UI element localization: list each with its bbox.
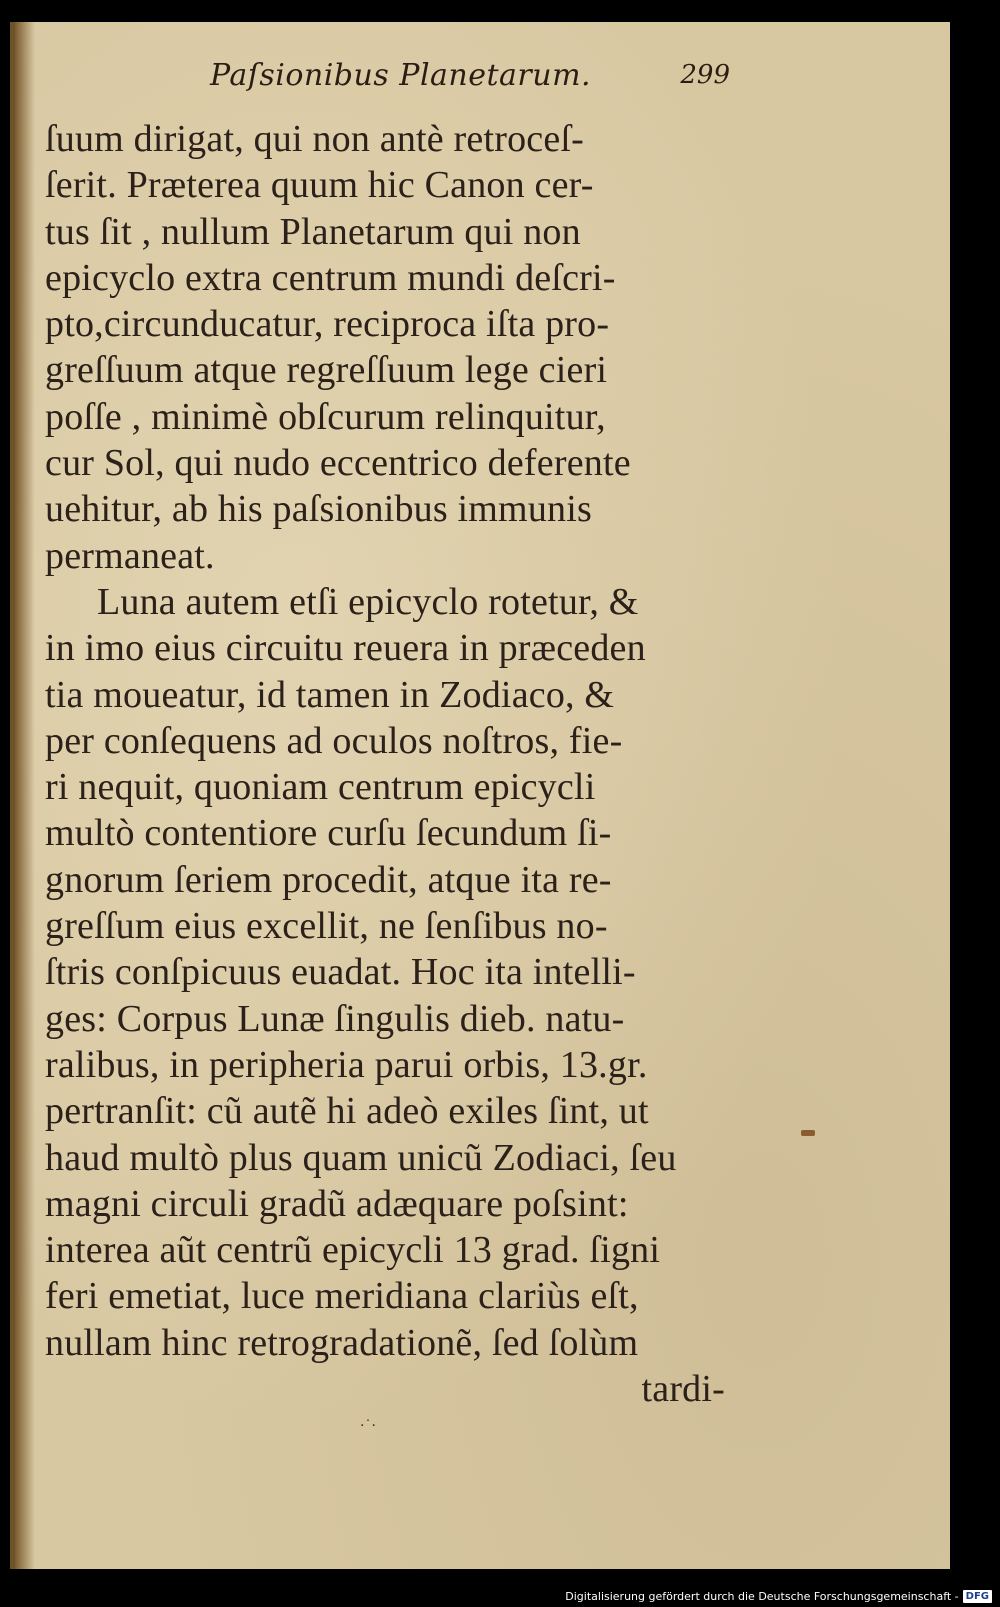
- page-header: [210, 58, 730, 102]
- text-line: nullam hinc retrogradationẽ, ſed ſolùm: [45, 1321, 639, 1364]
- paragraph-start-line: Luna autem etſi epicyclo rotetur, &: [97, 580, 639, 623]
- page-number: 299: [680, 60, 730, 90]
- digitization-footer: [565, 1590, 992, 1603]
- text-line: greſſuum atque regreſſuum lege cieri: [45, 349, 608, 392]
- text-line: pto,circunducatur, reciproca iſta pro-: [45, 303, 610, 346]
- text-line: tia moueatur, id tamen in Zodiaco, &: [45, 673, 615, 716]
- text-line: pertranſit: cũ autẽ hi adeò exiles ſint, ut: [45, 1090, 649, 1133]
- text-line: magni circuli gradũ adæquare poſsint:: [45, 1182, 629, 1225]
- text-line: ges: Corpus Lunæ ſingulis dieb. natu-: [45, 997, 625, 1040]
- text-line: greſſum eius excellit, ne ſenſibus no-: [45, 905, 608, 948]
- text-line: in imo eius circuitu reuera in præceden: [45, 627, 646, 670]
- text-line: cur Sol, qui nudo eccentrico deferente: [45, 442, 631, 485]
- text-line: permaneat.: [45, 534, 215, 577]
- text-block: [45, 116, 725, 1412]
- text-line: poſſe , minimè obſcurum relinquitur,: [45, 395, 606, 438]
- text-line: feri emetiat, luce meridiana clariùs eſt,: [45, 1275, 639, 1318]
- text-line: per conſequens ad oculos noſtros, fie-: [45, 719, 623, 762]
- text-line: interea aũt centrũ epicycli 13 grad. ſigni: [45, 1229, 661, 1272]
- footer-credit: Digitalisierung gefördert durch die Deutsche Forschungsgemeinschaft -: [565, 1590, 959, 1603]
- ink-mark: [801, 1130, 815, 1136]
- running-head: Paſsionibus Planetarum.: [210, 58, 592, 93]
- dfg-logo-icon: DFG: [963, 1590, 992, 1603]
- text-line: haud multò plus quam unicũ Zodiaci, ſeu: [45, 1136, 677, 1179]
- book-page: [10, 22, 950, 1569]
- text-line: uehitur, ab his paſsionibus immunis: [45, 488, 592, 531]
- text-line: multò contentiore curſu ſecundum ſi-: [45, 812, 612, 855]
- page-gutter: [15, 22, 35, 1569]
- text-line: ralibus, in peripheria parui orbis, 13.gr.: [45, 1043, 648, 1086]
- text-line: ri nequit, quoniam centrum epicycli: [45, 766, 596, 809]
- text-line: ſtris conſpicuus euadat. Hoc ita intelli-: [45, 951, 636, 994]
- text-line: epicyclo extra centrum mundi deſcri-: [45, 256, 616, 299]
- catchword: tardi-: [641, 1368, 725, 1411]
- text-line: ſuum dirigat, qui non antè retroceſ-: [45, 118, 585, 160]
- ink-specks: ·˙·: [360, 1418, 376, 1434]
- text-line: gnorum ſeriem procedit, atque ita re-: [45, 858, 612, 901]
- text-line: ſerit. Præterea quum hic Canon cer-: [45, 164, 594, 207]
- text-line: tus ſit , nullum Planetarum qui non: [45, 210, 581, 253]
